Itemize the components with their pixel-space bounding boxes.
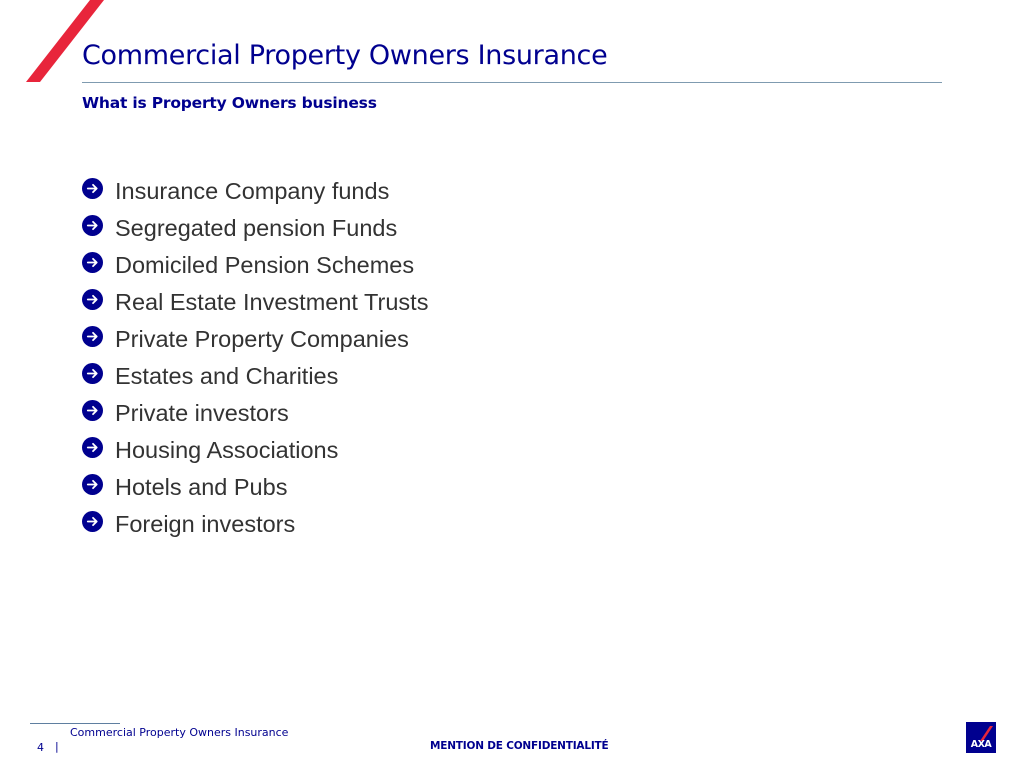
list-item-label: Foreign investors <box>115 511 296 537</box>
list-item <box>82 469 428 506</box>
page-number-separator: | <box>55 740 59 753</box>
bullet-list <box>82 173 428 543</box>
axa-logo <box>966 722 996 753</box>
arrow-circle-icon <box>82 252 103 273</box>
arrow-circle-icon <box>82 289 103 310</box>
arrow-circle-icon <box>82 215 103 236</box>
arrow-circle-icon <box>82 437 103 458</box>
list-item-label: Estates and Charities <box>115 363 339 389</box>
arrow-circle-icon <box>82 400 103 421</box>
list-item <box>82 432 428 469</box>
list-item-label: Housing Associations <box>115 437 339 463</box>
list-item <box>82 358 428 395</box>
page-title: Commercial Property Owners Insurance <box>82 40 608 71</box>
list-item-label: Segregated pension Funds <box>115 215 398 241</box>
footer-divider <box>30 723 120 724</box>
footer-document-title: Commercial Property Owners Insurance <box>70 726 289 739</box>
list-item <box>82 210 428 247</box>
list-item <box>82 284 428 321</box>
list-item-label: Real Estate Investment Trusts <box>115 289 429 315</box>
list-item-label: Hotels and Pubs <box>115 474 288 500</box>
list-item-label: Domiciled Pension Schemes <box>115 252 415 278</box>
list-item <box>82 173 428 210</box>
arrow-circle-icon <box>82 326 103 347</box>
list-item-label: Insurance Company funds <box>115 178 390 204</box>
arrow-circle-icon <box>82 363 103 384</box>
page-subtitle: What is Property Owners business <box>82 94 377 112</box>
title-divider <box>82 82 942 83</box>
list-item <box>82 506 428 543</box>
page-number: 4 <box>37 741 44 754</box>
arrow-circle-icon <box>82 178 103 199</box>
list-item <box>82 321 428 358</box>
arrow-circle-icon <box>82 474 103 495</box>
axa-logo-text: AXA <box>970 739 992 750</box>
list-item-label: Private investors <box>115 400 289 426</box>
arrow-circle-icon <box>82 511 103 532</box>
confidentiality-notice: MENTION DE CONFIDENTIALITÉ <box>430 740 609 752</box>
list-item-label: Private Property Companies <box>115 326 409 352</box>
list-item <box>82 247 428 284</box>
list-item <box>82 395 428 432</box>
